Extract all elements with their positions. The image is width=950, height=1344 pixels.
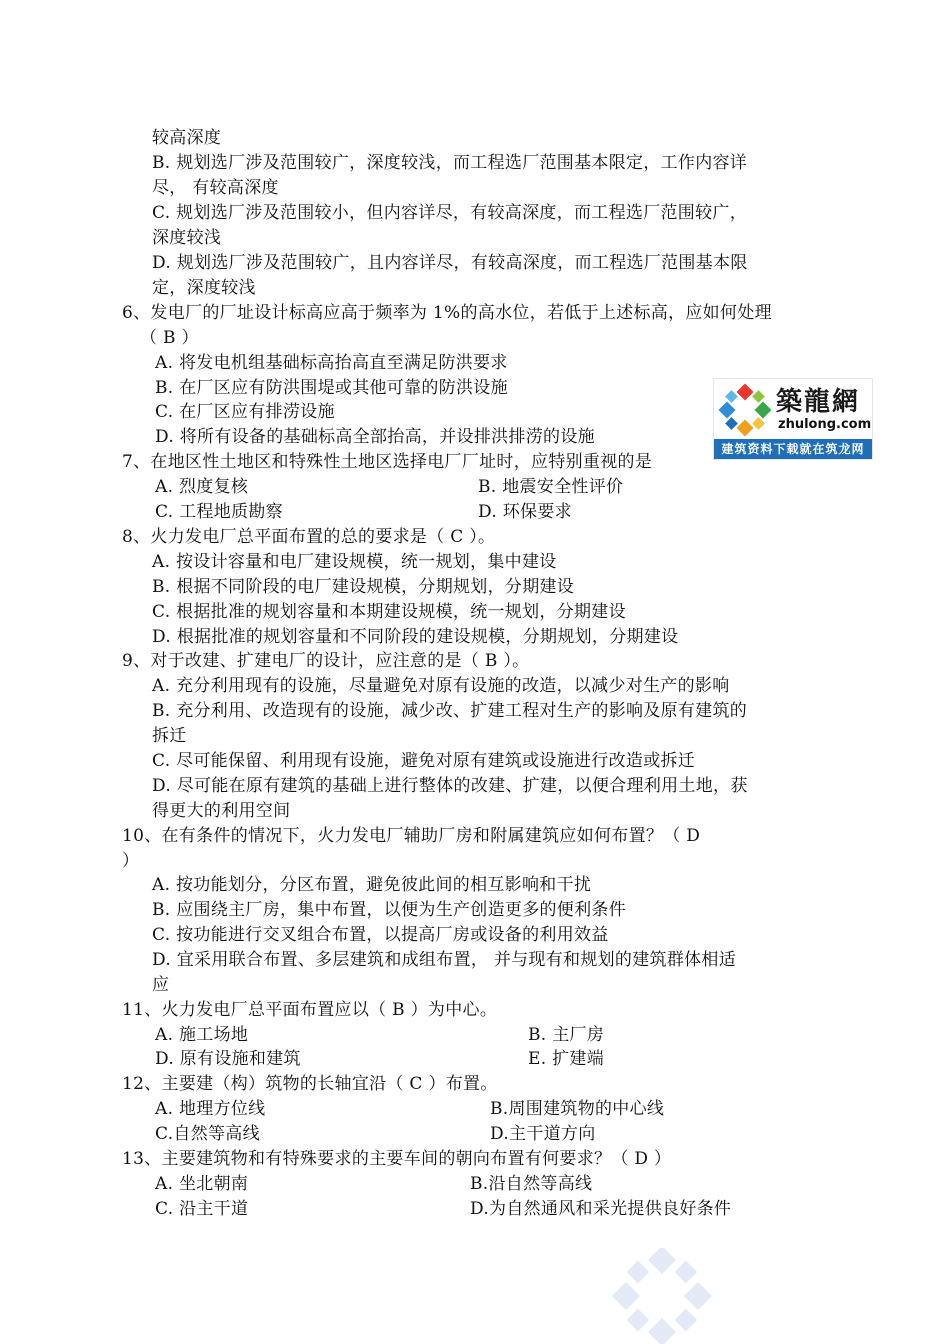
- question-12: 12、主要建（构）筑物的长轴宜沿（ C ）布置。: [122, 1074, 498, 1094]
- option-line: D. 环保要求: [478, 502, 572, 522]
- option-line: B. 在厂区应有防洪围堤或其他可靠的防洪设施: [155, 378, 508, 398]
- option-line: C. 规划选厂涉及范围较小，但内容详尽，有较高深度，而工程选厂范围较广，: [152, 203, 748, 223]
- option-line: B. 主厂房: [528, 1025, 605, 1045]
- text-line: 定，深度较浅: [152, 278, 256, 298]
- option-line: B.沿自然等高线: [470, 1174, 593, 1194]
- option-line: B. 规划选厂涉及范围较广，深度较浅，而工程选厂范围基本限定，工作内容详: [152, 153, 748, 173]
- option-line: C. 尽可能保留、利用现有设施，避免对原有建筑或设施进行改造或拆迁: [152, 751, 696, 771]
- option-line: A. 坐北朝南: [155, 1174, 249, 1194]
- option-line: D. 根据批准的规划容量和不同阶段的建设规模，分期规划，分期建设: [152, 627, 679, 647]
- question-13: 13、主要建筑物和有特殊要求的主要车间的朝向布置有何要求？（ D ）: [122, 1149, 672, 1169]
- snowflake-logo-icon: [717, 382, 773, 438]
- watermark-snowflake-icon: [612, 1248, 712, 1344]
- logo-slogan: 建筑资料下载就在筑龙网: [714, 439, 872, 459]
- text-line: 较高深度: [152, 128, 222, 148]
- option-line: A. 地理方位线: [155, 1099, 266, 1119]
- option-line: B. 根据不同阶段的电厂建设规模，分期规划，分期建设: [152, 577, 575, 597]
- logo-name: 築龍網: [776, 387, 861, 417]
- option-line: A. 将发电机组基础标高抬高直至满足防洪要求: [155, 353, 508, 373]
- option-line: A. 充分利用现有的设施，尽量避免对原有设施的改造，以减少对生产的影响: [152, 676, 730, 696]
- text-line: 深度较浅: [152, 228, 222, 248]
- text-line: 应: [152, 975, 170, 995]
- option-line: C. 工程地质勘察: [155, 502, 283, 522]
- logo-domain: zhulong.com: [778, 417, 872, 432]
- option-line: D. 规划选厂涉及范围较广，且内容详尽，有较高深度，而工程选厂范围基本限: [152, 253, 748, 273]
- option-line: A. 施工场地: [155, 1025, 249, 1045]
- option-line: B.周围建筑物的中心线: [490, 1099, 665, 1119]
- answer-6: （ B ）: [140, 328, 199, 348]
- option-line: C. 根据批准的规划容量和本期建设规模，统一规划，分期建设: [152, 602, 626, 622]
- option-line: D.为自然通风和采光提供良好条件: [470, 1199, 732, 1219]
- text-line: 尽， 有较高深度: [152, 178, 279, 198]
- option-line: A. 烈度复核: [155, 477, 249, 497]
- option-line: A. 按功能划分，分区布置，避免彼此间的相互影响和干扰: [152, 875, 592, 895]
- option-line: A. 按设计容量和电厂建设规模，统一规划，集中建设: [152, 552, 557, 572]
- question-9: 9、对于改建、扩建电厂的设计，应注意的是（ B ）。: [122, 651, 530, 671]
- question-8: 8、火力发电厂总平面布置的总的要求是（ C ）。: [122, 527, 496, 547]
- option-line: D.主干道方向: [490, 1124, 596, 1144]
- option-line: D. 尽可能在原有建筑的基础上进行整体的改建、扩建，以便合理利用土地，获: [152, 776, 748, 796]
- option-line: D. 宜采用联合布置、多层建筑和成组布置， 并与现有和规划的建筑群体相适: [152, 950, 737, 970]
- option-line: C. 在厂区应有排涝设施: [155, 402, 335, 422]
- question-6: 6、发电厂的厂址设计标高应高于频率为 1%的高水位，若低于上述标高，应如何处理: [122, 303, 772, 323]
- zhulong-logo[interactable]: [713, 378, 873, 460]
- question-11: 11、火力发电厂总平面布置应以（ B ）为中心。: [122, 1000, 498, 1020]
- option-line: B. 应围绕主厂房，集中布置，以便为生产创造更多的便利条件: [152, 900, 626, 920]
- text-line: ）: [122, 851, 140, 871]
- option-line: D. 将所有设备的基础标高全部抬高，并设排洪排涝的设施: [155, 427, 595, 447]
- text-line: 得更大的利用空间: [152, 801, 291, 821]
- option-line: C.自然等高线: [155, 1124, 260, 1144]
- option-line: B. 充分利用、改造现有的设施，减少改、扩建工程对生产的影响及原有建筑的: [152, 701, 748, 721]
- option-line: B. 地震安全性评价: [478, 477, 624, 497]
- option-line: C. 按功能进行交叉组合布置，以提高厂房或设备的利用效益: [152, 925, 609, 945]
- option-line: D. 原有设施和建筑: [155, 1049, 301, 1069]
- text-line: 拆迁: [152, 726, 187, 746]
- option-line: C. 沿主干道: [155, 1199, 249, 1219]
- question-10: 10、在有条件的情况下，火力发电厂辅助厂房和附属建筑应如何布置？（ D: [122, 826, 701, 846]
- question-7: 7、在地区性土地区和特殊性土地区选择电厂厂址时，应特别重视的是: [122, 452, 653, 472]
- option-line: E. 扩建端: [528, 1049, 605, 1069]
